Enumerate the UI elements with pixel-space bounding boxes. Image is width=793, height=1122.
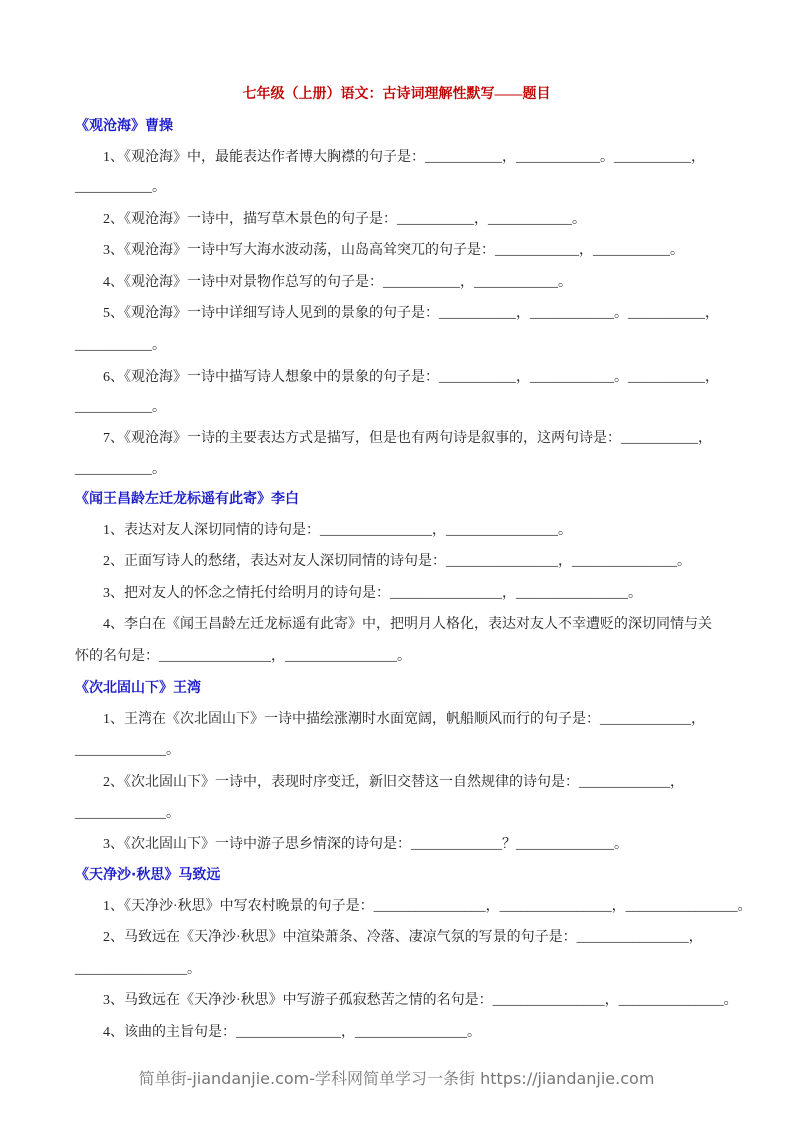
footer-watermark: 简单街-jiandanjie.com-学科网简单学习一条街 https://jiandanjie.com bbox=[138, 1069, 655, 1088]
question-line: 6、《观沧海》一诗中描写诗人想象中的景象的句子是：___________，____________。___________， bbox=[103, 370, 719, 385]
question-continuation: ___________。 bbox=[75, 180, 166, 195]
question-line: 1、《天净沙·秋思》中写农村晚景的句子是：________________，________________，________________。 bbox=[103, 899, 752, 914]
question-continuation: _____________。 bbox=[75, 743, 180, 758]
question-line: 1、《观沧海》中，最能表达作者博大胸襟的句子是：___________，____________。___________， bbox=[103, 150, 705, 165]
question-line: 3、《次北固山下》一诗中游子思乡情深的诗句是：_____________？______________。 bbox=[103, 837, 628, 852]
question-continuation: _____________。 bbox=[75, 806, 180, 821]
question-line: 4、该曲的主旨句是：_______________，________________。 bbox=[103, 1025, 481, 1040]
page-title: 七年级（上册）语文：古诗词理解性默写——题目 bbox=[242, 87, 551, 102]
question-line: 2、《观沧海》一诗中，描写草木景色的句子是：___________，____________。 bbox=[103, 212, 586, 227]
question-line: 4、李白在《闻王昌龄左迁龙标遥有此寄》中，把明月人格化，表达对友人不幸遭贬的深切同情与关 bbox=[103, 617, 712, 632]
question-continuation: 怀的名句是：________________，________________。 bbox=[75, 649, 411, 664]
question-line: 3、把对友人的怀念之情托付给明月的诗句是：________________，________________。 bbox=[103, 586, 642, 601]
question-continuation: ___________。 bbox=[75, 462, 166, 477]
question-line: 2、正面写诗人的愁绪，表达对友人深切同情的诗句是：________________，_______________。 bbox=[103, 554, 691, 569]
section-heading: 《天净沙·秋思》马致远 bbox=[75, 867, 221, 883]
question-line: 3、马致远在《天净沙·秋思》中写游子孤寂愁苦之情的名句是：________________，_______________。 bbox=[103, 993, 738, 1008]
question-continuation: ________________。 bbox=[75, 962, 201, 977]
question-line: 1、表达对友人深切同情的诗句是：________________，________________。 bbox=[103, 523, 572, 538]
question-line: 7、《观沧海》一诗的主要表达方式是描写，但是也有两句诗是叙事的，这两句诗是：___________， bbox=[103, 431, 712, 446]
question-continuation: ___________。 bbox=[75, 400, 166, 415]
question-line: 3、《观沧海》一诗中写大海水波动荡，山岛高耸突兀的句子是：____________，___________。 bbox=[103, 243, 684, 258]
question-line: 1、王湾在《次北固山下》一诗中描绘涨潮时水面宽阔，帆船顺风而行的句子是：_____________， bbox=[103, 712, 705, 727]
question-line: 5、《观沧海》一诗中详细写诗人见到的景象的句子是：___________，____________。___________， bbox=[103, 306, 719, 321]
question-line: 4、《观沧海》一诗中对景物作总写的句子是：___________，____________。 bbox=[103, 275, 572, 290]
section-heading: 《闻王昌龄左迁龙标遥有此寄》李白 bbox=[75, 491, 299, 507]
question-line: 2、马致远在《天净沙·秋思》中渲染萧条、冷落、凄凉气氛的写景的句子是：________________， bbox=[103, 930, 703, 945]
section-heading: 《观沧海》曹操 bbox=[75, 118, 173, 134]
question-continuation: ___________。 bbox=[75, 338, 166, 353]
question-line: 2、《次北固山下》一诗中，表现时序变迁，新旧交替这一自然规律的诗句是：_____________， bbox=[103, 775, 684, 790]
section-heading: 《次北固山下》王湾 bbox=[75, 680, 201, 696]
